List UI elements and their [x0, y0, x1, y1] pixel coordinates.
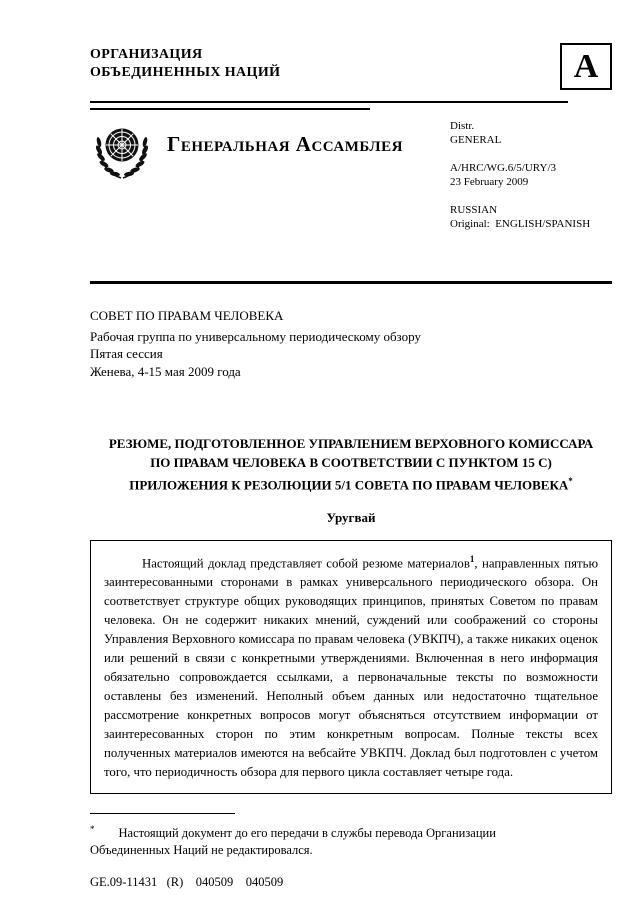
session-place-date: Женева, 4-15 мая 2009 года [90, 363, 241, 379]
doc-language: RUSSIAN [450, 204, 498, 217]
un-emblem-icon [90, 119, 154, 183]
distribution-block [450, 119, 612, 231]
title-line3-text: ПРИЛОЖЕНИЯ К РЕЗОЛЮЦИИ 5/1 СОВЕТА ПО ПРАВАМ ЧЕЛОВЕКА [129, 477, 569, 493]
document-header [90, 46, 612, 90]
summary-box [90, 540, 612, 794]
doc-original-language: Original: ENGLISH/SPANISH [450, 218, 591, 231]
org-name [90, 46, 280, 83]
distr-value: GENERAL [450, 134, 502, 147]
title-footnote-marker: * [568, 476, 573, 487]
footnote [90, 821, 530, 859]
document-title [90, 434, 612, 494]
summary-text-start: Настоящий доклад представляет собой резюме материалов [142, 556, 470, 571]
doc-date: 23 February 2009 [450, 176, 529, 189]
country-title: Уругвай [326, 509, 376, 525]
session-info [90, 307, 612, 380]
session-number: Пятая сессия [90, 346, 163, 362]
header-rule-long [90, 101, 568, 103]
doc-symbol: A/HRC/WG.6/5/URY/3 [450, 162, 557, 175]
org-name-line1: ОРГАНИЗАЦИЯ [90, 47, 203, 62]
org-name-line2: ОБЪЕДИНЕННЫХ НАЦИЙ [90, 65, 281, 81]
doc-series-letter: A [573, 47, 599, 85]
header-rule-short [90, 108, 370, 110]
footnote-divider [90, 813, 235, 814]
title-line3 [90, 472, 612, 494]
summary-paragraph [104, 550, 598, 782]
masthead-rule [90, 281, 612, 284]
assembly-title: Генеральная Ассамблея [167, 132, 403, 156]
ge-number: GE.09-11431 (R) 040509 040509 [90, 875, 284, 890]
distr-label: Distr. [450, 120, 475, 132]
meta-gap [450, 189, 612, 203]
summary-text-rest: , направленных пятью заинтересованными сторонами в рамках универсального периодического обзора. Он соответствует структуре общих руководящих принципов, принятых Советом по правам человека. Он не содержит никаких мнений, суждений или соображений со стороны Управления Верховного комиссара по правам человека (УВКПЧ), а также никаких оценок или решений в связи с конкретными утверждениями. Включенная в него информация обязательно сопровождается ссылками, а первоначальные тексты по возможности оставлены без изменений. Неполный объем данных или недостаточно тщательное рассмотрение конкретных вопросов могут объясняться отсутствием информации от заинтересованных сторон по этим конкретным вопросам. Полные тексты всех полученных материалов имеются на вебсайте УВКПЧ. Доклад был подготовлен с учетом того, что периодичность обзора для первого цикла составляет четыре года. [104, 556, 598, 780]
meta-gap [450, 147, 612, 161]
session-body-name: СОВЕТ ПО ПРАВАМ ЧЕЛОВЕКА [90, 308, 284, 324]
footnote-marker: * [90, 824, 95, 835]
masthead [90, 119, 612, 231]
footnote-text: Настоящий документ до его передачи в службы перевода Организации Объединенных Наций не редактировался. [90, 826, 496, 858]
summary-footnote-ref: 1 [469, 553, 475, 564]
title-line1: РЕЗЮМЕ, ПОДГОТОВЛЕННОЕ УПРАВЛЕНИЕМ ВЕРХОВНОГО КОМИССАРА [108, 436, 594, 452]
session-working-group: Рабочая группа по универсальному периодическому обзору [90, 328, 421, 344]
doc-series-letter-box [560, 43, 612, 90]
title-line2: ПО ПРАВАМ ЧЕЛОВЕКА В СООТВЕТСТВИИ С ПУНКТОМ 15 С) [150, 455, 552, 471]
